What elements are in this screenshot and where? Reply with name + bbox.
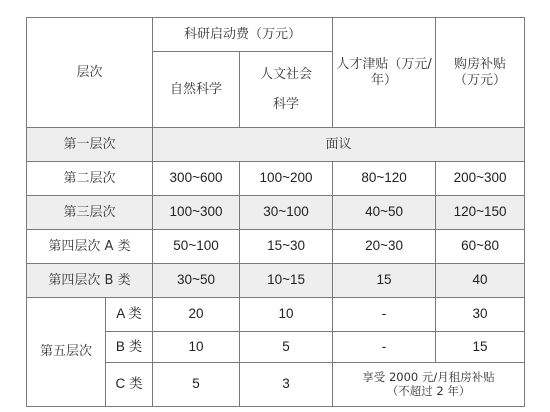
housing-subsidy-cell: 120~150 — [436, 196, 525, 230]
table-row — [27, 196, 525, 230]
header-row-1 — [27, 18, 525, 52]
talent-subsidy-cell: 40~50 — [333, 196, 436, 230]
negotiable-cell: 面议 — [153, 128, 525, 162]
natural-science-cell: 20 — [153, 298, 240, 332]
talent-subsidy-cell: - — [333, 298, 436, 332]
talent-policy-table — [26, 17, 525, 407]
rent-subsidy-line1: 享受 2000 元/月租房补贴 — [362, 369, 495, 384]
natural-science-cell: 10 — [153, 332, 240, 363]
table-row — [27, 298, 525, 332]
header-talent-subsidy-line2: 年） — [371, 72, 398, 88]
talent-subsidy-cell: 20~30 — [333, 230, 436, 264]
header-humanities — [240, 52, 333, 128]
talent-subsidy-cell: 15 — [333, 264, 436, 298]
housing-subsidy-cell: 60~80 — [436, 230, 525, 264]
table-row — [27, 162, 525, 196]
class-cell: A 类 — [106, 298, 153, 332]
table-row — [27, 128, 525, 162]
humanities-cell: 15~30 — [240, 230, 333, 264]
humanities-cell: 100~200 — [240, 162, 333, 196]
header-talent-subsidy — [333, 18, 436, 128]
housing-subsidy-cell: 30 — [436, 298, 525, 332]
header-research-funding: 科研启动费（万元） — [153, 18, 333, 52]
natural-science-cell: 300~600 — [153, 162, 240, 196]
class-cell: C 类 — [106, 363, 153, 407]
rent-subsidy-line2: （不超过 2 年） — [386, 383, 471, 398]
table-row — [27, 264, 525, 298]
header-natural-science: 自然科学 — [153, 52, 240, 128]
humanities-cell: 10~15 — [240, 264, 333, 298]
housing-subsidy-cell: 15 — [436, 332, 525, 363]
housing-subsidy-cell: 40 — [436, 264, 525, 298]
level-5-cell: 第五层次 — [27, 298, 106, 407]
header-housing-subsidy — [436, 18, 525, 128]
natural-science-cell: 5 — [153, 363, 240, 407]
housing-subsidy-cell: 200~300 — [436, 162, 525, 196]
natural-science-cell: 30~50 — [153, 264, 240, 298]
header-housing-line1: 购房补贴 — [454, 56, 507, 72]
class-cell: B 类 — [106, 332, 153, 363]
rent-subsidy-cell — [333, 363, 525, 407]
header-humanities-line2: 科学 — [273, 96, 300, 112]
header-level: 层次 — [27, 18, 153, 128]
natural-science-cell: 50~100 — [153, 230, 240, 264]
level-cell: 第一层次 — [27, 128, 153, 162]
level-cell: 第二层次 — [27, 162, 153, 196]
header-humanities-line1: 人文社会 — [260, 66, 313, 82]
humanities-cell: 5 — [240, 332, 333, 363]
level-cell: 第四层次 B 类 — [27, 264, 153, 298]
humanities-cell: 30~100 — [240, 196, 333, 230]
level-cell: 第三层次 — [27, 196, 153, 230]
header-talent-subsidy-line1: 人才津贴（万元/ — [336, 56, 432, 72]
humanities-cell: 10 — [240, 298, 333, 332]
level-cell: 第四层次 A 类 — [27, 230, 153, 264]
talent-subsidy-cell: - — [333, 332, 436, 363]
talent-subsidy-cell: 80~120 — [333, 162, 436, 196]
natural-science-cell: 100~300 — [153, 196, 240, 230]
header-housing-line2: （万元） — [454, 72, 507, 88]
table-row — [27, 230, 525, 264]
humanities-cell: 3 — [240, 363, 333, 407]
